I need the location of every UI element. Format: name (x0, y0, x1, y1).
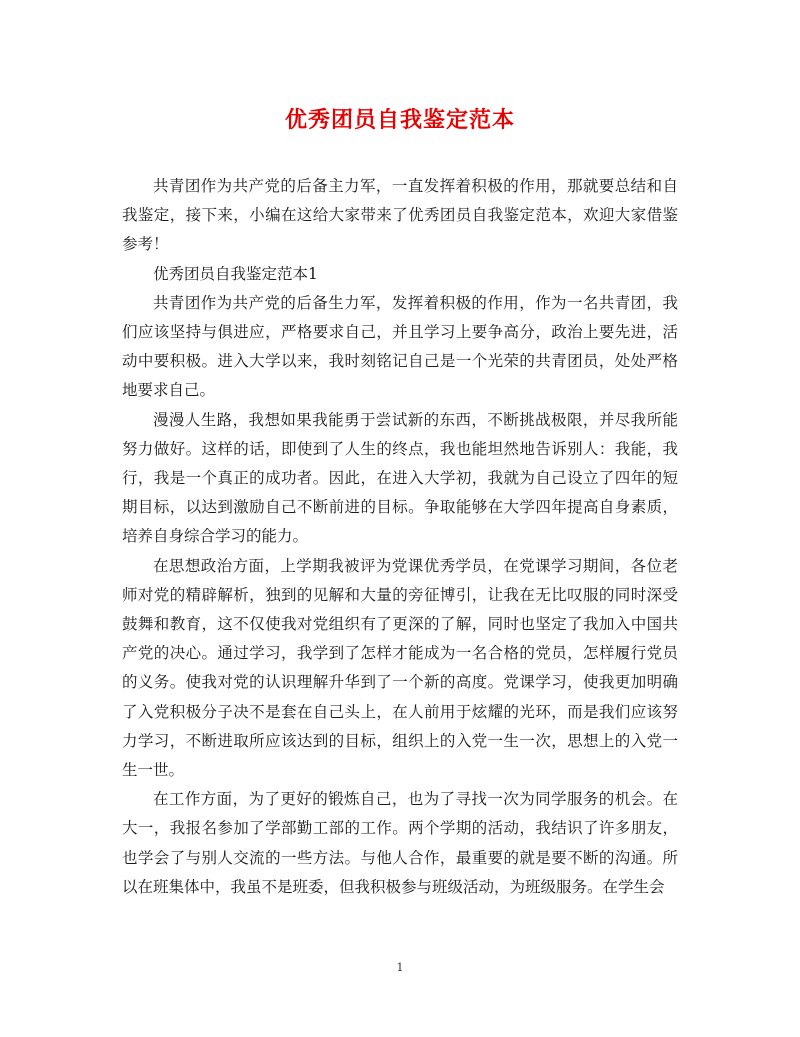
page-number: 1 (396, 961, 404, 974)
body-paragraph: 共青团作为共产党的后备生力军，发挥着积极的作用，作为一名共青团，我们应该坚持与俱进应，严格要求自己，并且学习上要争高分，政治上要先进，活动中要积极。进入大学以来，我时刻铭记自己是一个光荣的共青团员，处处严格地要求自己。 (122, 293, 678, 400)
section-heading: 优秀团员自我鉴定范本1 (153, 264, 318, 283)
body-paragraph: 漫漫人生路，我想如果我能勇于尝试新的东西，不断挑战极限，并尽我所能努力做好。这样的话，即使到了人生的终点，我也能坦然地告诉别人：我能，我行，我是一个真正的成功者。因此，在进入大学初，我就为自己设立了四年的短期目标，以达到激励自己不断前进的目标。争取能够在大学四年提高自身素质，培养自身综合学习的能力。 (122, 410, 678, 546)
document-body (122, 172, 678, 902)
document-title: 优秀团员自我鉴定范本 (284, 108, 515, 133)
body-paragraph: 在工作方面，为了更好的锻炼自己，也为了寻找一次为同学服务的机会。在大一，我报名参加了学部勤工部的工作。两个学期的活动，我结识了许多朋友，也学会了与别人交流的一些方法。与他人合作，最重要的就是要不断的沟通。所以在班集体中，我虽不是班委，但我积极参与班级活动，为班级服务。在学生会 (122, 790, 678, 896)
body-paragraph: 在思想政治方面，上学期我被评为党课优秀学员，在党课学习期间，各位老师对党的精辟解析，独到的见解和大量的旁征博引，让我在无比叹服的同时深受鼓舞和教育，这不仅使我对党组织有了更深的了解，同时也坚定了我加入中国共产党的决心。通过学习，我学到了怎样才能成为一名合格的党员，怎样履行党员的义务。使我对党的认识理解升华到了一个新的高度。党课学习，使我更加明确了入党积极分子决不是套在自己头上，在人前用于炫耀的光环，而是我们应该努力学习，不断进取所应该达到的目标，组织上的入党一生一次，思想上的入党一生一世。 (122, 556, 678, 780)
intro-paragraph: 共青团作为共产党的后备主力军，一直发挥着积极的作用，那就要总结和自我鉴定，接下来，小编在这给大家带来了优秀团员自我鉴定范本，欢迎大家借鉴参考！ (122, 177, 678, 254)
